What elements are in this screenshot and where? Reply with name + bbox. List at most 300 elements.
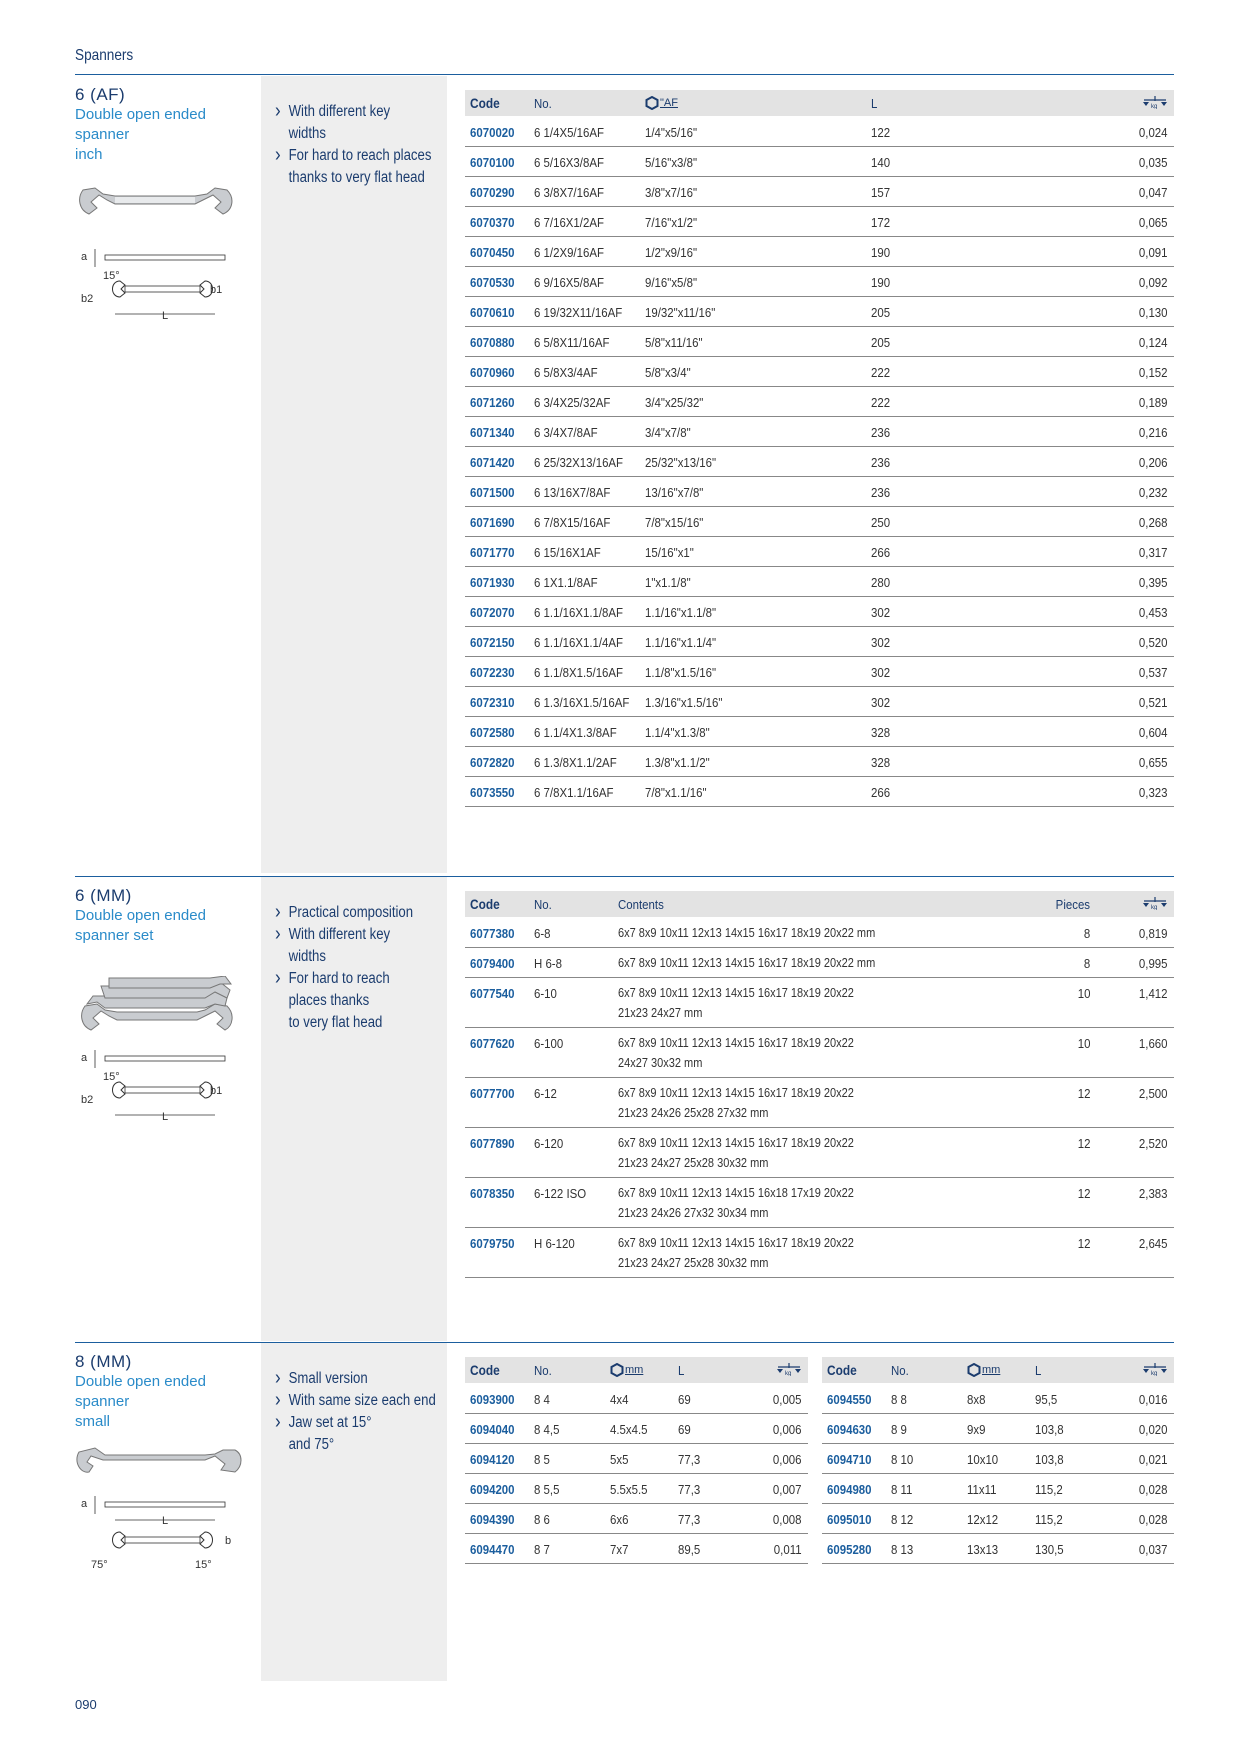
product-table <box>465 90 1174 810</box>
item-weight: 2,520 <box>1139 1136 1168 1151</box>
item-length: 205 <box>871 335 891 350</box>
item-code: 6072150 <box>470 635 515 650</box>
item-code: 6072310 <box>470 695 515 710</box>
item-size: 7x7 <box>610 1542 629 1557</box>
section-desc-line: spanner <box>75 126 130 143</box>
table-row <box>465 717 1174 747</box>
item-no: 6 1.1/16X1.1/8AF <box>534 605 624 620</box>
item-size: 1/2"x9/16" <box>645 245 698 260</box>
item-no: H 6-120 <box>534 1236 575 1251</box>
item-code: 6070610 <box>470 305 515 320</box>
item-length: 236 <box>871 425 891 440</box>
item-weight: 0,006 <box>773 1452 802 1467</box>
item-weight: 0,091 <box>1139 245 1168 260</box>
item-no: 8 7 <box>534 1542 550 1557</box>
feature-list <box>275 1368 445 1456</box>
item-length: 77,3 <box>678 1482 701 1497</box>
item-code: 6070530 <box>470 275 515 290</box>
spanner-set-photo <box>75 976 235 1041</box>
item-weight: 0,092 <box>1139 275 1168 290</box>
item-length: 250 <box>871 515 891 530</box>
size-unit-label: mm <box>982 1364 1001 1376</box>
feature-item-cont: to very flat head <box>288 1014 383 1031</box>
table-row <box>465 507 1174 537</box>
table-row <box>465 1384 808 1414</box>
item-no: 6-8 <box>534 926 551 941</box>
table-row <box>465 567 1174 597</box>
item-weight: 0,206 <box>1139 455 1168 470</box>
svg-text:kg: kg <box>1151 905 1158 910</box>
dim-l-label: L <box>162 1111 169 1123</box>
weight-kg-icon <box>1142 896 1168 913</box>
item-code: 6072230 <box>470 665 515 680</box>
weight-kg-icon <box>1142 95 1168 112</box>
item-code: 6094390 <box>470 1512 515 1527</box>
item-size: 7/8"x1.1/16" <box>645 785 707 800</box>
feature-item: › For hard to reach places <box>275 145 459 167</box>
item-pieces: 12 <box>1077 1186 1090 1201</box>
item-contents-line: 21x23 24x27 25x28 30x32 mm <box>618 1156 769 1170</box>
table-row <box>465 1078 1174 1128</box>
item-code: 6070450 <box>470 245 515 260</box>
feature-list <box>275 101 445 189</box>
item-code: 6077620 <box>470 1036 515 1051</box>
item-code: 6071500 <box>470 485 515 500</box>
table-row <box>465 1474 808 1504</box>
item-weight: 0,521 <box>1139 695 1168 710</box>
item-weight: 0,152 <box>1139 365 1168 380</box>
col-code-header: Code <box>470 96 500 111</box>
item-size: 8x8 <box>967 1392 986 1407</box>
dim-b1-label: b1 <box>210 284 223 296</box>
item-contents-line: 6x7 8x9 10x11 12x13 14x15 16x17 18x19 20x22 <box>618 1236 854 1250</box>
spanner-photo <box>75 180 235 230</box>
section-desc-line: inch <box>75 146 103 163</box>
section-title <box>75 886 255 946</box>
item-weight: 0,537 <box>1139 665 1168 680</box>
section-divider <box>75 876 1174 877</box>
item-weight: 0,124 <box>1139 335 1168 350</box>
item-length: 236 <box>871 455 891 470</box>
item-length: 140 <box>871 155 891 170</box>
item-code: 6094630 <box>827 1422 872 1437</box>
table-row <box>465 447 1174 477</box>
item-length: 190 <box>871 275 891 290</box>
col-size-header <box>645 94 678 110</box>
item-size: 4x4 <box>610 1392 629 1407</box>
item-code: 6071260 <box>470 395 515 410</box>
item-no: 8 9 <box>891 1422 907 1437</box>
item-weight: 0,453 <box>1139 605 1168 620</box>
col-l-header: L <box>678 1363 685 1378</box>
feature-item-cont: thanks to very flat head <box>288 169 425 186</box>
item-no: 6 5/16X3/8AF <box>534 155 604 170</box>
item-length: 328 <box>871 755 891 770</box>
item-no: 8 10 <box>891 1452 914 1467</box>
section-6-af <box>75 75 1174 875</box>
item-no: 6 9/16X5/8AF <box>534 275 604 290</box>
item-code: 6070960 <box>470 365 515 380</box>
item-size: 1/4"x5/16" <box>645 125 698 140</box>
item-no: 6 1/2X9/16AF <box>534 245 604 260</box>
col-no-header: No. <box>534 897 552 912</box>
item-length: 302 <box>871 605 891 620</box>
dim-a-label: a <box>81 1052 88 1064</box>
item-size: 5.5x5.5 <box>610 1482 648 1497</box>
item-size: 3/4"x7/8" <box>645 425 691 440</box>
item-no: 8 8 <box>891 1392 907 1407</box>
item-weight: 0,016 <box>1139 1392 1168 1407</box>
table-row <box>465 597 1174 627</box>
section-desc-line: Double open ended <box>75 907 206 924</box>
item-length: 190 <box>871 245 891 260</box>
feature-item: › For hard to reach <box>275 968 459 990</box>
col-no-header: No. <box>891 1363 909 1378</box>
small-table-left <box>465 1357 808 1557</box>
item-length: 69 <box>678 1422 691 1437</box>
item-no: 6 5/8X11/16AF <box>534 335 610 350</box>
item-code: 6072580 <box>470 725 515 740</box>
item-no: 6 1.1/4X1.3/8AF <box>534 725 617 740</box>
item-weight: 2,645 <box>1139 1236 1168 1251</box>
item-no: 6-120 <box>534 1136 564 1151</box>
feature-item-cont: and 75° <box>288 1436 335 1453</box>
section-6-mm <box>75 876 1174 1341</box>
dim-angle2-label: 15° <box>195 1559 212 1571</box>
item-size: 3/4"x25/32" <box>645 395 704 410</box>
item-length: 328 <box>871 725 891 740</box>
item-no: 6-122 ISO <box>534 1186 587 1201</box>
item-no: 8 5,5 <box>534 1482 560 1497</box>
item-contents-line: 6x7 8x9 10x11 12x13 14x15 16x17 18x19 20x22 <box>618 1086 854 1100</box>
item-size: 1.1/8"x1.5/16" <box>645 665 717 680</box>
item-length: 89,5 <box>678 1542 701 1557</box>
item-length: 77,3 <box>678 1452 701 1467</box>
size-unit-label: "AF <box>660 97 678 109</box>
table-header <box>465 1357 808 1383</box>
table-row <box>465 237 1174 267</box>
item-weight: 0,028 <box>1139 1512 1168 1527</box>
item-code: 6071420 <box>470 455 515 470</box>
item-length: 95,5 <box>1035 1392 1058 1407</box>
dim-l-label: L <box>162 310 169 322</box>
table-row <box>465 297 1174 327</box>
item-weight: 0,520 <box>1139 635 1168 650</box>
item-no: 6-100 <box>534 1036 564 1051</box>
feature-list <box>275 902 445 1034</box>
section-desc-line: spanner <box>75 1393 130 1410</box>
item-weight: 1,412 <box>1139 986 1168 1001</box>
dim-b2-label: b2 <box>81 1094 94 1106</box>
col-contents-header: Contents <box>618 897 664 912</box>
item-weight: 0,232 <box>1139 485 1168 500</box>
item-length: 266 <box>871 785 891 800</box>
item-pieces: 12 <box>1077 1236 1090 1251</box>
small-table-right <box>822 1357 1174 1557</box>
table-row <box>465 687 1174 717</box>
table-row <box>822 1444 1174 1474</box>
item-no: 6-10 <box>534 986 557 1001</box>
table-row <box>465 1128 1174 1178</box>
item-code: 6094200 <box>470 1482 515 1497</box>
item-size: 1.1/4"x1.3/8" <box>645 725 710 740</box>
item-no: 6 1/4X5/16AF <box>534 125 604 140</box>
item-no: 6 1X1.1/8AF <box>534 575 598 590</box>
table-row <box>465 207 1174 237</box>
item-weight: 0,189 <box>1139 395 1168 410</box>
section-desc-line: Double open ended <box>75 1373 206 1390</box>
svg-text:kg: kg <box>1151 104 1158 109</box>
item-weight: 0,008 <box>773 1512 802 1527</box>
item-code: 6094040 <box>470 1422 515 1437</box>
item-contents-line: 6x7 8x9 10x11 12x13 14x15 16x18 17x19 20x22 <box>618 1186 854 1200</box>
item-contents-line: 6x7 8x9 10x11 12x13 14x15 16x17 18x19 20x22 <box>618 1036 854 1050</box>
item-code: 6071770 <box>470 545 515 560</box>
table-row <box>465 147 1174 177</box>
item-pieces: 8 <box>1083 956 1090 971</box>
dim-b2-label: b2 <box>81 293 94 305</box>
table-row <box>465 267 1174 297</box>
item-length: 280 <box>871 575 891 590</box>
item-no: 8 6 <box>534 1512 550 1527</box>
item-pieces: 12 <box>1077 1136 1090 1151</box>
item-no: 6 7/8X15/16AF <box>534 515 611 530</box>
section-desc-line: Double open ended <box>75 106 206 123</box>
item-no: 8 5 <box>534 1452 550 1467</box>
item-code: 6071340 <box>470 425 515 440</box>
feature-item: › Jaw set at 15° <box>275 1412 459 1434</box>
item-length: 77,3 <box>678 1512 701 1527</box>
item-size: 7/16"x1/2" <box>645 215 698 230</box>
size-unit-label: mm <box>625 1364 644 1376</box>
item-size: 15/16"x1" <box>645 545 694 560</box>
section-title <box>75 85 255 165</box>
item-length: 302 <box>871 695 891 710</box>
weight-kg-icon <box>776 1362 802 1379</box>
item-size: 13/16"x7/8" <box>645 485 704 500</box>
item-length: 172 <box>871 215 891 230</box>
table-row <box>465 1444 808 1474</box>
item-size: 10x10 <box>967 1452 999 1467</box>
item-contents-line: 6x7 8x9 10x11 12x13 14x15 16x17 18x19 20x22 <box>618 986 854 1000</box>
item-code: 6094710 <box>827 1452 872 1467</box>
section-desc-line: spanner set <box>75 927 154 944</box>
table-header <box>465 891 1174 917</box>
item-size: 1.3/8"x1.1/2" <box>645 755 710 770</box>
item-no: 6 1.1/8X1.5/16AF <box>534 665 624 680</box>
dim-angle-label: 15° <box>103 1071 120 1083</box>
item-contents-line: 24x27 30x32 mm <box>618 1056 703 1070</box>
item-no: 8 11 <box>891 1482 913 1497</box>
item-no: 6 5/8X3/4AF <box>534 365 598 380</box>
item-size: 1.1/16"x1.1/8" <box>645 605 717 620</box>
item-no: 8 13 <box>891 1542 914 1557</box>
item-code: 6072070 <box>470 605 515 620</box>
feature-item-cont: places thanks <box>288 992 370 1009</box>
item-weight: 0,047 <box>1139 185 1168 200</box>
item-length: 302 <box>871 635 891 650</box>
table-header <box>822 1357 1174 1383</box>
item-weight: 0,028 <box>1139 1482 1168 1497</box>
item-length: 130,5 <box>1035 1542 1064 1557</box>
item-code: 6093900 <box>470 1392 515 1407</box>
item-no: H 6-8 <box>534 956 562 971</box>
table-row <box>465 417 1174 447</box>
item-no: 8 4 <box>534 1392 550 1407</box>
dim-angle-label: 15° <box>103 270 120 282</box>
section-number: 6 (AF) <box>75 85 126 104</box>
item-contents-line: 21x23 24x27 25x28 30x32 mm <box>618 1256 769 1270</box>
item-length: 222 <box>871 365 891 380</box>
table-row <box>465 117 1174 147</box>
item-code: 6070100 <box>470 155 515 170</box>
item-no: 6 7/16X1/2AF <box>534 215 604 230</box>
item-size: 25/32"x13/16" <box>645 455 717 470</box>
item-weight: 0,317 <box>1139 545 1168 560</box>
item-code: 6072820 <box>470 755 515 770</box>
item-weight: 0,655 <box>1139 755 1168 770</box>
item-length: 115,2 <box>1035 1482 1063 1497</box>
item-contents-line: 21x23 24x26 25x28 27x32 mm <box>618 1106 769 1120</box>
item-code: 6070020 <box>470 125 515 140</box>
set-table <box>465 891 1174 1291</box>
item-no: 6 7/8X1.1/16AF <box>534 785 614 800</box>
dimension-diagram <box>75 1492 255 1587</box>
item-length: 115,2 <box>1035 1512 1063 1527</box>
table-row <box>465 327 1174 357</box>
col-size-header <box>967 1361 1000 1377</box>
item-no: 6 13/16X7/8AF <box>534 485 611 500</box>
item-code: 6070290 <box>470 185 515 200</box>
dim-a-label: a <box>81 251 88 263</box>
item-code: 6077380 <box>470 926 515 941</box>
table-row <box>465 918 1174 948</box>
item-code: 6079750 <box>470 1236 515 1251</box>
table-row <box>465 537 1174 567</box>
item-no: 6 3/4X25/32AF <box>534 395 611 410</box>
item-no: 6 3/4X7/8AF <box>534 425 598 440</box>
item-weight: 0,006 <box>773 1422 802 1437</box>
table-row <box>465 387 1174 417</box>
col-code-header: Code <box>827 1363 857 1378</box>
item-length: 236 <box>871 485 891 500</box>
item-weight: 1,660 <box>1139 1036 1168 1051</box>
table-row <box>465 1414 808 1444</box>
dim-a-label: a <box>81 1498 88 1510</box>
item-size: 1.3/16"x1.5/16" <box>645 695 723 710</box>
item-code: 6070880 <box>470 335 515 350</box>
item-weight: 0,011 <box>774 1542 802 1557</box>
item-weight: 2,500 <box>1139 1086 1168 1101</box>
item-weight: 0,065 <box>1139 215 1168 230</box>
item-size: 11x11 <box>967 1482 997 1497</box>
item-pieces: 8 <box>1083 926 1090 941</box>
table-row <box>822 1474 1174 1504</box>
item-weight: 0,005 <box>773 1392 802 1407</box>
item-size: 5/8"x3/4" <box>645 365 691 380</box>
item-no: 6 19/32X11/16AF <box>534 305 623 320</box>
col-pieces-header: Pieces <box>1055 897 1090 912</box>
table-row <box>822 1504 1174 1534</box>
item-code: 6094550 <box>827 1392 872 1407</box>
item-code: 6077890 <box>470 1136 515 1151</box>
dimension-diagram <box>75 245 255 330</box>
table-row <box>465 1504 808 1534</box>
item-contents-line: 6x7 8x9 10x11 12x13 14x15 16x17 18x19 20x22 <box>618 1136 854 1150</box>
item-weight: 0,130 <box>1139 305 1168 320</box>
item-code: 6077700 <box>470 1086 515 1101</box>
item-contents-line: 6x7 8x9 10x11 12x13 14x15 16x17 18x19 20x22 mm <box>618 926 876 940</box>
page-header-title: Spanners <box>75 47 134 64</box>
item-size: 7/8"x15/16" <box>645 515 704 530</box>
item-pieces: 10 <box>1077 986 1090 1001</box>
dim-b-label: b <box>225 1535 232 1547</box>
item-length: 69 <box>678 1392 691 1407</box>
item-length: 222 <box>871 395 891 410</box>
item-no: 6 1.1/16X1.1/4AF <box>534 635 624 650</box>
table-row <box>822 1384 1174 1414</box>
dim-b1-label: b1 <box>210 1085 223 1097</box>
item-pieces: 10 <box>1077 1036 1090 1051</box>
item-contents-line: 21x23 24x27 mm <box>618 1006 703 1020</box>
item-length: 157 <box>871 185 891 200</box>
item-code: 6078350 <box>470 1186 515 1201</box>
feature-item: › With same size each end <box>275 1390 459 1412</box>
item-weight: 0,323 <box>1139 785 1168 800</box>
item-contents-line: 21x23 24x26 27x32 30x34 mm <box>618 1206 769 1220</box>
table-row <box>465 1228 1174 1278</box>
table-row <box>465 1178 1174 1228</box>
table-row <box>465 627 1174 657</box>
col-size-header <box>610 1361 643 1377</box>
table-row <box>465 777 1174 807</box>
item-weight: 0,395 <box>1139 575 1168 590</box>
item-code: 6094470 <box>470 1542 515 1557</box>
item-size: 9/16"x5/8" <box>645 275 698 290</box>
table-row <box>465 357 1174 387</box>
item-weight: 2,383 <box>1139 1186 1168 1201</box>
item-code: 6071690 <box>470 515 515 530</box>
col-l-header: L <box>871 96 878 111</box>
item-length: 103,8 <box>1035 1452 1064 1467</box>
page-number: 090 <box>75 1697 97 1712</box>
item-size: 3/8"x7/16" <box>645 185 698 200</box>
item-code: 6073550 <box>470 785 515 800</box>
svg-text:kg: kg <box>785 1371 792 1376</box>
item-length: 122 <box>871 125 891 140</box>
weight-kg-icon <box>1142 1362 1168 1379</box>
item-length: 266 <box>871 545 891 560</box>
feature-item: › With different key <box>275 101 459 123</box>
item-size: 5x5 <box>610 1452 629 1467</box>
item-weight: 0,216 <box>1139 425 1168 440</box>
item-size: 6x6 <box>610 1512 629 1527</box>
item-weight: 0,020 <box>1139 1422 1168 1437</box>
item-code: 6070370 <box>470 215 515 230</box>
item-no: 6 1.3/16X1.5/16AF <box>534 695 630 710</box>
item-code: 6071930 <box>470 575 515 590</box>
table-row <box>465 1028 1174 1078</box>
feature-sidebar <box>261 76 447 873</box>
item-code: 6094980 <box>827 1482 872 1497</box>
item-length: 103,8 <box>1035 1422 1064 1437</box>
dim-l-label: L <box>162 1515 169 1527</box>
item-pieces: 12 <box>1077 1086 1090 1101</box>
item-size: 1"x1.1/8" <box>645 575 691 590</box>
item-contents-line: 6x7 8x9 10x11 12x13 14x15 16x17 18x19 20x22 mm <box>618 956 876 970</box>
item-size: 1.1/16"x1.1/4" <box>645 635 717 650</box>
table-row <box>822 1414 1174 1444</box>
